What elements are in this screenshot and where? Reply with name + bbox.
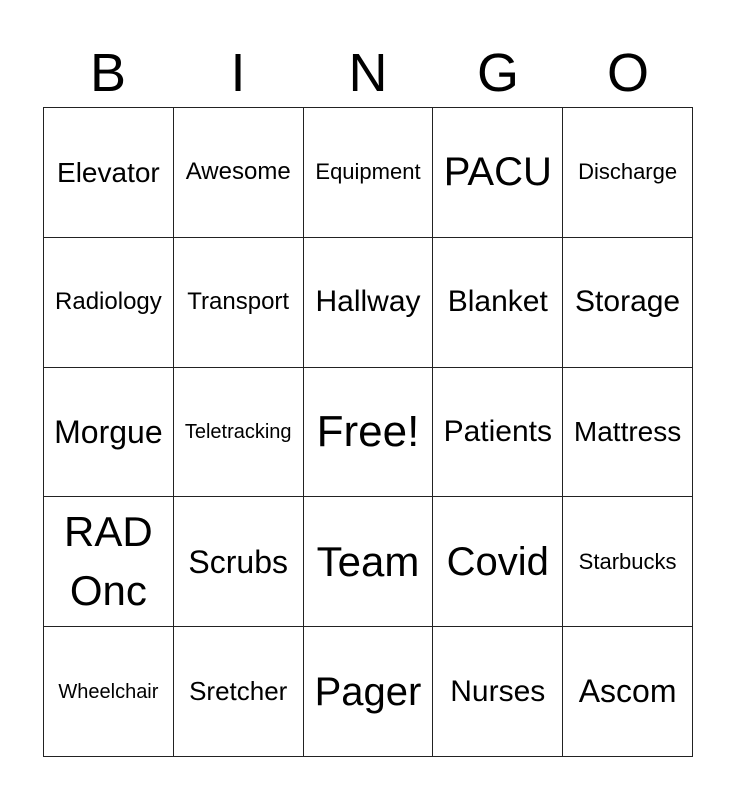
bingo-cell[interactable]	[563, 108, 693, 238]
bingo-cell[interactable]	[563, 238, 693, 368]
bingo-cell[interactable]	[563, 368, 693, 498]
cell-label: Radiology	[55, 287, 162, 315]
cell-label: Blanket	[447, 285, 548, 319]
cell-label: Transport	[187, 287, 290, 315]
cell-label: Morgue	[54, 413, 163, 450]
bingo-cell[interactable]	[433, 497, 563, 627]
header-letter-i: I	[230, 43, 246, 103]
bingo-header	[43, 42, 693, 104]
cell-label: Covid	[446, 539, 549, 584]
cell-label: Elevator	[57, 156, 160, 188]
cell-label: Ascom	[578, 673, 677, 710]
cell-label: PACU	[443, 150, 552, 195]
cell-label: Sretcher	[189, 676, 288, 706]
header-letter-o: O	[606, 43, 649, 103]
cell-label-line: Onc	[69, 566, 147, 614]
bingo-cell[interactable]	[304, 627, 434, 757]
bingo-board	[43, 107, 693, 757]
bingo-cell[interactable]	[44, 368, 174, 498]
bingo-cell[interactable]	[433, 238, 563, 368]
cell-label-line: RAD	[64, 507, 153, 555]
bingo-cell[interactable]	[433, 627, 563, 757]
cell-label	[64, 503, 153, 621]
bingo-cell[interactable]	[304, 238, 434, 368]
bingo-cell[interactable]	[563, 497, 693, 627]
cell-label: Awesome	[185, 158, 291, 185]
cell-label: Equipment	[315, 159, 421, 185]
header-letter-n: N	[348, 43, 388, 103]
bingo-cell[interactable]	[44, 497, 174, 627]
cell-label: Hallway	[315, 285, 421, 319]
bingo-cell[interactable]	[433, 368, 563, 498]
bingo-cell[interactable]	[174, 238, 304, 368]
cell-label: Pager	[314, 669, 422, 714]
cell-label: Nurses	[450, 674, 546, 708]
cell-label: Scrubs	[188, 543, 288, 580]
bingo-cell[interactable]	[44, 627, 174, 757]
bingo-cell[interactable]	[174, 627, 304, 757]
bingo-cell[interactable]	[563, 627, 693, 757]
bingo-cell[interactable]	[174, 368, 304, 498]
bingo-cell[interactable]	[433, 108, 563, 238]
cell-label: Mattress	[573, 416, 682, 448]
bingo-cell[interactable]	[174, 497, 304, 627]
bingo-cell[interactable]	[304, 108, 434, 238]
bingo-cell[interactable]	[304, 497, 434, 627]
bingo-cell[interactable]	[44, 108, 174, 238]
cell-label: Storage	[575, 285, 681, 319]
header-letter-g: G	[476, 43, 519, 103]
header-letter-b: B	[89, 43, 127, 103]
bingo-cell[interactable]	[174, 108, 304, 238]
cell-label: Free!	[316, 406, 420, 456]
cell-label: Discharge	[578, 159, 678, 185]
free-space[interactable]	[304, 368, 434, 498]
cell-label: Teletracking	[184, 420, 292, 443]
cell-label: Wheelchair	[58, 680, 159, 703]
bingo-cell[interactable]	[44, 238, 174, 368]
cell-label: Starbucks	[578, 548, 677, 574]
cell-label: Team	[316, 537, 420, 585]
cell-label: Patients	[443, 414, 552, 448]
